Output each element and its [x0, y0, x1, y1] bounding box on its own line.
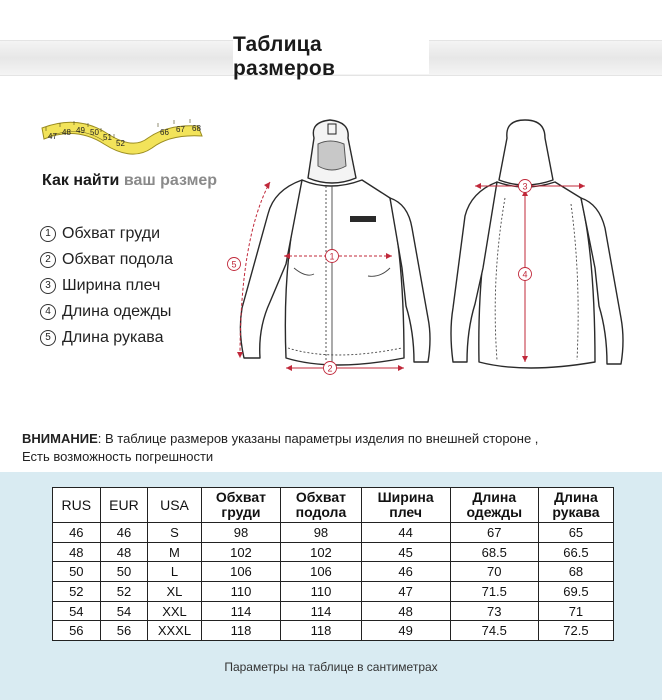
- tape-number: 49: [76, 126, 85, 135]
- table-cell: 114: [201, 601, 281, 621]
- table-cell: 47: [361, 582, 450, 602]
- table-cell: 69.5: [538, 582, 613, 602]
- table-cell: 106: [201, 562, 281, 582]
- legend-label: Обхват подола: [62, 251, 174, 268]
- legend-label: Ширина плеч: [62, 277, 161, 294]
- notice-line2: Есть возможность погрешности: [22, 449, 214, 464]
- table-cell: 71.5: [450, 582, 538, 602]
- table-cell: 110: [281, 582, 361, 602]
- table-cell: 71: [538, 601, 613, 621]
- table-row: [53, 621, 614, 641]
- table-cell: 65: [538, 523, 613, 543]
- how-to-bold: Как найти: [42, 172, 120, 189]
- table-cell: 52: [100, 582, 148, 602]
- column-header: Обхват груди: [201, 488, 281, 523]
- column-header: Обхват подола: [281, 488, 361, 523]
- legend-item: [40, 221, 173, 247]
- legend-item: [40, 299, 173, 325]
- measurement-legend: [40, 221, 173, 351]
- column-header: EUR: [100, 488, 148, 523]
- table-cell: 114: [281, 601, 361, 621]
- marker-4-label: 4: [522, 269, 528, 280]
- marker-number: 5: [40, 330, 56, 346]
- marker-number: 3: [40, 278, 56, 294]
- table-cell: 49: [361, 621, 450, 641]
- table-cell: M: [148, 542, 201, 562]
- marker-5-label: 5: [231, 259, 237, 270]
- table-cell: 68: [538, 562, 613, 582]
- table-row: [53, 601, 614, 621]
- table-cell: 50: [53, 562, 101, 582]
- how-to-heading: [42, 172, 217, 190]
- tape-number: 66: [160, 128, 169, 137]
- table-cell: 44: [361, 523, 450, 543]
- column-header: RUS: [53, 488, 101, 523]
- tape-number: 52: [116, 139, 125, 148]
- jacket-back-diagram: [445, 118, 645, 383]
- marker-2-label: 2: [327, 363, 333, 374]
- table-cell: 106: [281, 562, 361, 582]
- legend-item: [40, 247, 173, 273]
- table-body: [53, 523, 614, 641]
- tape-number: 51: [103, 133, 112, 142]
- table-cell: 45: [361, 542, 450, 562]
- legend-label: Длина одежды: [62, 303, 172, 320]
- column-header: USA: [148, 488, 201, 523]
- legend-item: [40, 325, 173, 351]
- table-cell: 98: [201, 523, 281, 543]
- table-cell: 48: [53, 542, 101, 562]
- tape-number: 50: [90, 128, 99, 137]
- table-cell: 67: [450, 523, 538, 543]
- legend-item: [40, 273, 173, 299]
- table-cell: L: [148, 562, 201, 582]
- how-to-light: ваш размер: [123, 172, 218, 189]
- notice-body: : В таблице размеров указаны параметры изделия по внешней стороне ,: [97, 431, 539, 446]
- tape-number: 67: [176, 125, 185, 134]
- size-table: [52, 487, 614, 641]
- table-cell: 54: [100, 601, 148, 621]
- table-cell: 46: [100, 523, 148, 543]
- measuring-tape-icon: [38, 108, 218, 158]
- table-cell: 56: [100, 621, 148, 641]
- tape-number: 48: [62, 128, 71, 137]
- table-cell: 48: [361, 601, 450, 621]
- tape-number: 47: [48, 132, 57, 141]
- table-cell: 46: [361, 562, 450, 582]
- notice-strong: ВНИМАНИЕ: [22, 431, 98, 446]
- table-cell: 68.5: [450, 542, 538, 562]
- table-cell: 98: [281, 523, 361, 543]
- jacket-front-diagram: [222, 118, 442, 383]
- table-row: [53, 523, 614, 543]
- table-cell: 74.5: [450, 621, 538, 641]
- table-header-row: [53, 488, 614, 523]
- table-cell: 54: [53, 601, 101, 621]
- table-cell: 73: [450, 601, 538, 621]
- table-row: [53, 582, 614, 602]
- legend-label: Обхват груди: [62, 225, 161, 242]
- table-cell: 52: [53, 582, 101, 602]
- legend-label: Длина рукава: [62, 329, 164, 346]
- table-cell: 102: [201, 542, 281, 562]
- table-cell: XL: [148, 582, 201, 602]
- table-cell: 70: [450, 562, 538, 582]
- marker-1-label: 1: [329, 251, 335, 262]
- table-row: [53, 542, 614, 562]
- table-cell: 56: [53, 621, 101, 641]
- notice-text: [22, 430, 652, 466]
- table-cell: 118: [201, 621, 281, 641]
- column-header: Длина одежды: [450, 488, 538, 523]
- table-cell: 50: [100, 562, 148, 582]
- table-cell: 118: [281, 621, 361, 641]
- table-cell: 72.5: [538, 621, 613, 641]
- column-header: Ширина плеч: [361, 488, 450, 523]
- table-row: [53, 562, 614, 582]
- table-cell: 110: [201, 582, 281, 602]
- table-cell: 102: [281, 542, 361, 562]
- marker-number: 2: [40, 252, 56, 268]
- marker-number: 4: [40, 304, 56, 320]
- table-caption: Параметры на таблице в сантиметрах: [224, 660, 438, 674]
- column-header: Длина рукава: [538, 488, 613, 523]
- table-cell: XXXL: [148, 621, 201, 641]
- table-cell: S: [148, 523, 201, 543]
- table-cell: 66.5: [538, 542, 613, 562]
- marker-number: 1: [40, 226, 56, 242]
- page-title: Таблица размеров: [233, 40, 429, 74]
- tape-number: 68: [192, 124, 201, 133]
- marker-3-label: 3: [522, 181, 528, 192]
- table-cell: 46: [53, 523, 101, 543]
- table-cell: XXL: [148, 601, 201, 621]
- table-cell: 48: [100, 542, 148, 562]
